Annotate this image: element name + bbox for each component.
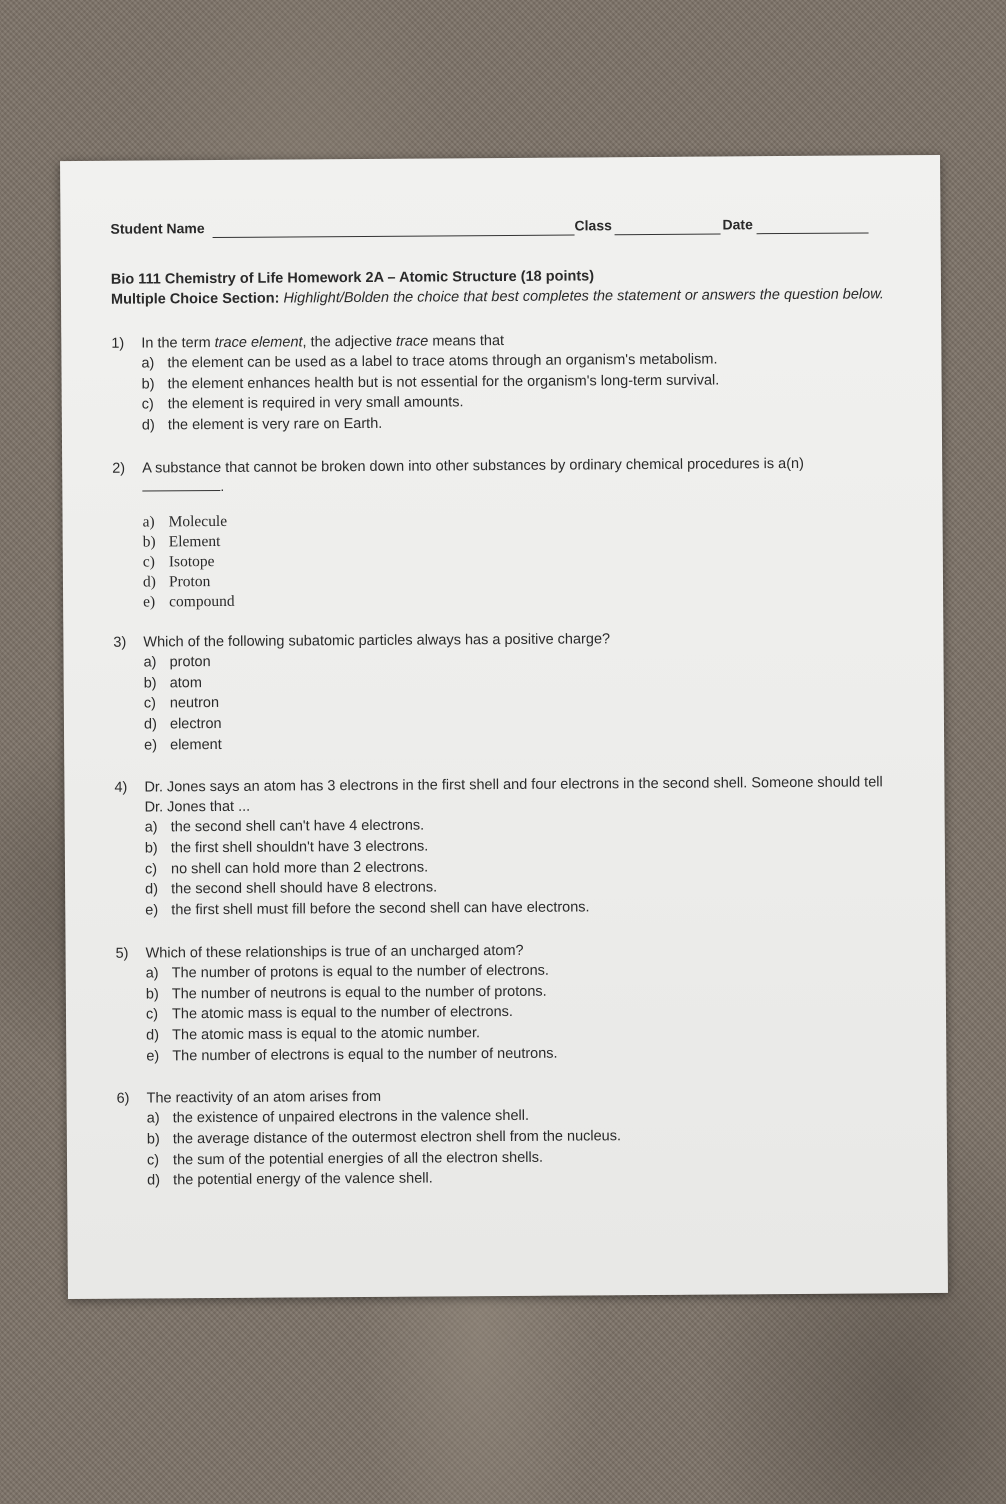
worksheet-title: Bio 111 Chemistry of Life Homework 2A – Atomic Structure (18 points): [110, 268, 595, 288]
question-6: [117, 1084, 898, 1192]
option-d[interactable]: d) Proton: [142, 572, 211, 591]
option-e[interactable]: e) the first shell must fill before the second shell can have electrons.: [145, 899, 590, 919]
instructions: [111, 284, 891, 309]
class-label: Class: [574, 217, 612, 234]
student-name-field[interactable]: [213, 234, 575, 238]
option-a[interactable]: a) the second shell can't have 4 electrons.: [144, 817, 425, 836]
worksheet-content: [110, 211, 897, 1192]
answer-blank[interactable]: [142, 490, 220, 492]
option-d[interactable]: d) the second shell should have 8 electrons.: [145, 879, 438, 898]
date-label: Date: [722, 216, 753, 233]
date-field[interactable]: [757, 232, 869, 234]
question-text: In the term trace element, the adjective trace means that: [141, 332, 505, 352]
question-number: 3): [113, 634, 127, 651]
student-name-label: Student Name: [110, 220, 205, 237]
option-b[interactable]: b) the first shell shouldn't have 3 electrons.: [144, 838, 429, 857]
option-b[interactable]: b) Element: [142, 532, 221, 551]
option-a[interactable]: a) proton: [143, 653, 211, 671]
option-c[interactable]: c) neutron: [143, 695, 220, 712]
option-e[interactable]: e) element: [144, 736, 222, 754]
question-3: [113, 627, 894, 756]
header-row: [110, 211, 890, 240]
option-d[interactable]: d) the element is very rare on Earth.: [141, 415, 383, 434]
question-2: 2) A substance that cannot be broken down into other substances by ordinary chemical procedures is a(n) . a) Molecule b) Element c) Isotope d) Proton e) compound: [112, 453, 893, 612]
option-c[interactable]: c) Isotope: [142, 552, 215, 571]
question-text: A substance that cannot be broken down into other substances by ordinary chemical procedures is a(n): [142, 455, 804, 477]
instructions-text: Highlight/Bolden the choice that best completes the statement or answers the question below.: [283, 286, 884, 307]
option-c[interactable]: c) no shell can hold more than 2 electrons.: [144, 859, 429, 878]
option-a[interactable]: a) the element can be used as a label to trace atoms through an organism's metabolism.: [141, 351, 718, 372]
question-text: Which of these relationships is true of an uncharged atom?: [145, 942, 524, 962]
worksheet-paper: [60, 155, 948, 1299]
question-number: 2): [112, 460, 126, 477]
question-text: Which of the following subatomic particles always has a positive charge?: [143, 631, 611, 651]
question-4: [114, 773, 895, 922]
option-a[interactable]: a) The number of protons is equal to the number of electrons.: [145, 962, 549, 982]
question-number: 4): [114, 779, 128, 797]
option-c[interactable]: c) the element is required in very small amounts.: [141, 394, 464, 413]
option-c[interactable]: c) The atomic mass is equal to the number of electrons.: [145, 1004, 513, 1023]
question-text: Dr. Jones says an atom has 3 electrons in the first shell and four electrons in the second shell. Someone should tell Dr. Jones that ...: [144, 774, 883, 816]
option-b[interactable]: b) the element enhances health but is not essential for the organism's long-term survival.: [141, 372, 720, 393]
option-e[interactable]: e) compound: [143, 592, 235, 611]
instructions-heading: Multiple Choice Section:: [110, 290, 280, 308]
question-number: 6): [116, 1090, 130, 1108]
option-c[interactable]: c) the sum of the potential energies of all the electron shells.: [146, 1149, 544, 1169]
question-5: [116, 938, 897, 1067]
question-number: 5): [115, 945, 129, 962]
option-e[interactable]: e) The number of electrons is equal to the number of neutrons.: [146, 1045, 558, 1065]
option-a[interactable]: a) the existence of unpaired electrons in the valence shell.: [146, 1108, 530, 1127]
option-b[interactable]: b) The number of neutrons is equal to the number of protons.: [145, 983, 547, 1003]
option-a[interactable]: a) Molecule: [142, 512, 228, 531]
question-1: [111, 328, 892, 436]
option-d[interactable]: d) The atomic mass is equal to the atomic number.: [146, 1025, 481, 1044]
option-d[interactable]: d) electron: [143, 715, 222, 733]
option-b[interactable]: b) the average distance of the outermost electron shell from the nucleus.: [146, 1128, 622, 1148]
class-field[interactable]: [615, 233, 721, 235]
option-b[interactable]: b) atom: [143, 674, 202, 692]
option-d[interactable]: d) the potential energy of the valence shell.: [147, 1170, 433, 1189]
question-text: The reactivity of an atom arises from: [146, 1089, 382, 1107]
question-number: 1): [111, 335, 125, 352]
